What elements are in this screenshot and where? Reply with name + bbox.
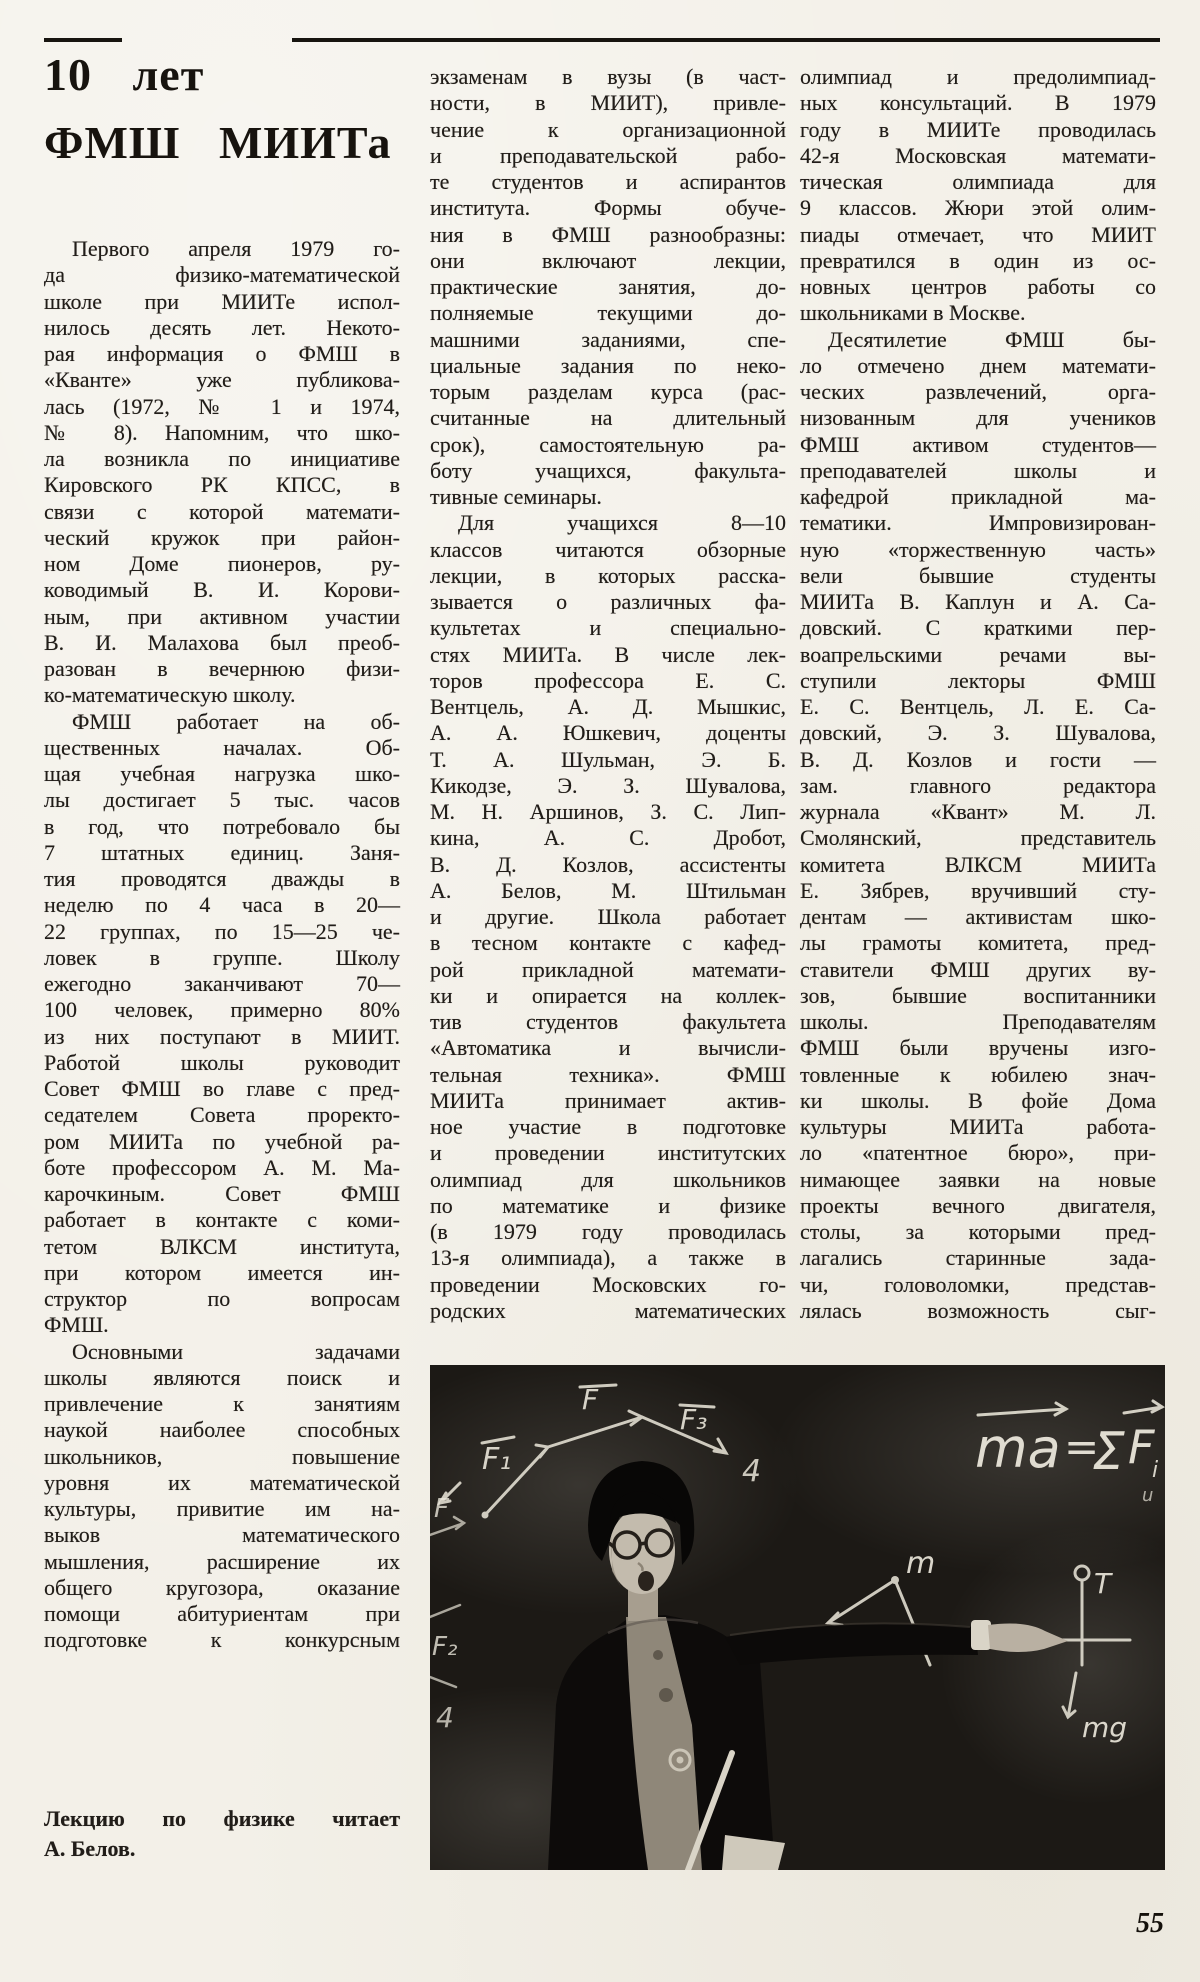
- text-line: тическая олимпиада для: [800, 169, 1156, 194]
- text-line: в год, что потребовало бы: [44, 813, 400, 839]
- text-line: А. А. Юшкевич, доценты: [430, 720, 786, 746]
- text-line: торым разделам курса (рас-: [430, 379, 786, 404]
- text-line: Е. С. Вентцель, Л. Е. Са-: [800, 694, 1156, 719]
- shirt-paisley-center: [677, 1757, 684, 1764]
- text-line: школе при МИИТе испол-: [44, 288, 400, 314]
- text-line: считанные на длительный: [430, 405, 786, 431]
- text-line: Смолянский, представитель: [800, 825, 1156, 851]
- text-line: ки и опирается на коллек-: [430, 982, 786, 1008]
- text-line: ных консультаций. В 1979: [800, 90, 1156, 116]
- text-line: тивные семинары.: [430, 484, 602, 509]
- text-line: дентам — активистам шко-: [800, 904, 1156, 929]
- text-line: в тесном контакте с кафед-: [430, 930, 786, 956]
- chalk-formula-subscript: i: [1152, 1458, 1159, 1483]
- text-line: столы, за которыми пред-: [800, 1219, 1156, 1244]
- text-line: олимпиад и предолимпиад-: [800, 64, 1156, 89]
- text-line: низованным для учеников: [800, 405, 1156, 431]
- text-line: ступили лекторы ФМШ: [800, 667, 1156, 693]
- text-line: циальные задания по неко-: [430, 352, 786, 378]
- text-line: структор по вопросам: [44, 1286, 400, 1311]
- text-line: чи, головоломки, представ-: [800, 1271, 1156, 1297]
- shirt-pattern-dot: [653, 1650, 663, 1660]
- text-line: В. Д. Козлов, ассистенты: [430, 851, 786, 877]
- text-line: ководимый В. И. Корови-: [44, 577, 400, 603]
- text-column-3: [800, 64, 1156, 1324]
- chalk-formula-index: u: [1142, 1485, 1154, 1506]
- text-line: нимающее заявки на новые: [800, 1166, 1156, 1192]
- text-line: ном Доме пионеров, ру-: [44, 551, 400, 576]
- text-line: лекции, в которых расска-: [430, 562, 786, 588]
- text-line: стях МИИТа. В числе лек-: [430, 641, 786, 667]
- text-line: лагались старинные зада-: [800, 1245, 1156, 1271]
- text-line: культуры, привитие им на-: [44, 1496, 400, 1521]
- text-line: (в 1979 году проводилась: [430, 1219, 786, 1244]
- chalk-label-m: m: [906, 1546, 936, 1581]
- text-line: пиады отмечает, что МИИТ: [800, 221, 1156, 247]
- text-line: и проведении институтских: [430, 1140, 786, 1166]
- text-line: В. И. Малахова был преоб-: [44, 629, 400, 655]
- top-rule-left-segment: [44, 38, 122, 42]
- text-line: и другие. Школа работает: [430, 904, 786, 929]
- chalk-label-f-top: F: [582, 1383, 599, 1416]
- article-title-line2: ФМШ МИИТа: [44, 117, 392, 168]
- text-line: подготовке к конкурсным: [44, 1627, 400, 1653]
- text-line: А. Белов, М. Штильман: [430, 877, 786, 903]
- text-line: 13-я олимпиада), а также в: [430, 1245, 786, 1271]
- top-rule-right-segment: [292, 38, 1160, 42]
- text-line: проведении Московских го-: [430, 1271, 786, 1297]
- text-line: Первого апреля 1979 го-: [72, 236, 400, 261]
- text-line: выков математического: [44, 1522, 400, 1548]
- text-line: школьников, повышение: [44, 1443, 400, 1469]
- lecture-photo: [430, 1365, 1165, 1870]
- text-line: кафедрой прикладной ма-: [800, 484, 1156, 509]
- text-line: классов читаются обзорные: [430, 536, 786, 562]
- text-line: зывается о различных фа-: [430, 589, 786, 614]
- caption-line-2: А. Белов.: [44, 1836, 136, 1861]
- text-line: «Автоматика и вычисли-: [430, 1035, 786, 1061]
- caption-line-1: Лекцию по физике читает: [44, 1806, 400, 1831]
- text-line: олимпиад для школьников: [430, 1166, 786, 1192]
- text-line: зов, бывшие воспитанники: [800, 982, 1156, 1008]
- text-line: чение к организационной: [430, 116, 786, 142]
- text-line: тематики. Импровизирован-: [800, 510, 1156, 536]
- shirt-pattern-dot: [659, 1688, 673, 1702]
- text-line: ром МИИТа по учебной ра-: [44, 1128, 400, 1154]
- text-line: культуры МИИТа работа-: [800, 1114, 1156, 1139]
- text-column-2: [430, 64, 786, 1324]
- text-line: тив студентов факультета: [430, 1009, 786, 1034]
- text-line: кина, А. С. Дробот,: [430, 825, 786, 851]
- chalk-label-4: 4: [742, 1454, 762, 1489]
- text-line: Основными задачами: [72, 1338, 400, 1364]
- text-line: ФМШ были вручены изго-: [800, 1035, 1156, 1061]
- text-line: проекты вечного двигателя,: [800, 1192, 1156, 1218]
- text-line: ло «патентное бюро», при-: [800, 1140, 1156, 1166]
- text-line: помощи абитуриентам при: [44, 1601, 400, 1626]
- text-line: ки школы. В фойе Дома: [800, 1087, 1156, 1113]
- text-line: ческих развлечений, орга-: [800, 379, 1156, 404]
- text-line: Десятилетие ФМШ бы-: [828, 326, 1156, 352]
- chalk-formula-eq: =: [1064, 1422, 1100, 1471]
- shirt-cuff: [971, 1620, 991, 1650]
- photo-caption: [44, 1804, 400, 1864]
- text-line: Кировского РК КПСС, в: [44, 472, 400, 498]
- text-line: школы. Преподавателям: [800, 1009, 1156, 1034]
- text-line: работает в контакте с коми-: [44, 1207, 400, 1233]
- text-line: щая учебная нагрузка шко-: [44, 761, 400, 786]
- text-line: МИИТа принимает актив-: [430, 1087, 786, 1113]
- text-line: связи с которой математи-: [44, 498, 400, 524]
- text-line: общего кругозора, оказание: [44, 1574, 400, 1600]
- text-line: комитета ВЛКСМ МИИТа: [800, 851, 1156, 877]
- text-line: 22 группах, по 15—25 че-: [44, 918, 400, 944]
- text-line: уровня их математической: [44, 1469, 400, 1495]
- text-line: воапрельскими речами вы-: [800, 641, 1156, 667]
- text-line: ную «торжественную часть»: [800, 536, 1156, 562]
- text-line: торов профессора Е. С.: [430, 667, 786, 693]
- text-line: В. Д. Козлов и гости —: [800, 746, 1156, 772]
- chalk-formula-ma: ma: [975, 1417, 1061, 1480]
- text-line: товленные к юбилею знач-: [800, 1061, 1156, 1087]
- text-line: наукой наиболее способных: [44, 1417, 400, 1443]
- text-line: Кикодзе, Э. З. Шувалова,: [430, 772, 786, 798]
- article-title-line1: 10 лет: [44, 49, 205, 100]
- text-line: М. Н. Аршинов, З. С. Лип-: [430, 799, 786, 824]
- text-line: карочкиным. Совет ФМШ: [44, 1181, 400, 1206]
- text-line: лась (1972, № 1 и 1974,: [44, 393, 400, 419]
- text-line: те студентов и аспирантов: [430, 169, 786, 194]
- text-line: 100 человек, примерно 80%: [44, 997, 400, 1023]
- text-line: боте профессором А. М. Ма-: [44, 1154, 400, 1180]
- text-line: 7 штатных единиц. Заня-: [44, 839, 400, 865]
- text-line: лялась возможность сыг-: [800, 1297, 1156, 1323]
- text-line: журнала «Квант» М. Л.: [800, 799, 1156, 824]
- chalk-label-f1: F₁: [482, 1442, 512, 1477]
- text-line: ло отмечено днем математи-: [800, 352, 1156, 378]
- open-mouth: [638, 1571, 654, 1591]
- text-line: при котором имеется ин-: [44, 1259, 400, 1285]
- text-line: № 8). Напомним, что шко-: [44, 419, 400, 445]
- text-line: ности, в МИИТ), привле-: [430, 90, 786, 116]
- text-line: да физико-математической: [44, 262, 400, 288]
- text-line: из них поступают в МИИТ.: [44, 1023, 400, 1049]
- text-line: тельная техника». ФМШ: [430, 1061, 786, 1087]
- text-line: Для учащихся 8—10: [458, 510, 786, 536]
- text-line: машними заданиями, спе-: [430, 326, 786, 352]
- text-line: тия проводятся дважды в: [44, 866, 400, 891]
- text-line: ла возникла по инициативе: [44, 446, 400, 471]
- text-line: ставители ФМШ других ву-: [800, 956, 1156, 982]
- text-line: института. Формы обуче-: [430, 195, 786, 221]
- text-line: ФМШ активом студентов—: [800, 431, 1156, 457]
- text-line: 42-я Московская математи-: [800, 142, 1156, 168]
- text-line: Т. А. Шульман, Э. Б.: [430, 746, 786, 772]
- text-line: преподавателей школы и: [800, 457, 1156, 483]
- text-line: тетом ВЛКСМ института,: [44, 1233, 400, 1259]
- text-line: МИИТа В. Каплун и А. Са-: [800, 589, 1156, 614]
- text-line: ным, при активном участии: [44, 603, 400, 629]
- text-line: нилось десять лет. Некото-: [44, 314, 400, 340]
- text-line: превратился в один из ос-: [800, 247, 1156, 273]
- text-line: разован в вечернюю физи-: [44, 656, 400, 681]
- text-line: году в МИИТе проводилась: [800, 116, 1156, 142]
- text-line: ния в ФМШ разнообразны:: [430, 221, 786, 247]
- text-line: ческий кружок при район-: [44, 524, 400, 550]
- text-line: неделю по 4 часа в 20—: [44, 892, 400, 918]
- text-column-1: [44, 236, 400, 1654]
- text-line: практические занятия, до-: [430, 274, 786, 299]
- text-line: родских математических: [430, 1297, 786, 1323]
- text-line: «Кванте» уже публикова-: [44, 367, 400, 393]
- text-line: вели бывшие студенты: [800, 562, 1156, 588]
- text-line: школьниками в Москве.: [800, 300, 1026, 326]
- text-line: рой прикладной математи-: [430, 956, 786, 982]
- text-line: новных центров работы со: [800, 274, 1156, 299]
- text-line: 9 классов. Жюри этой олим-: [800, 195, 1156, 221]
- text-line: ное участие в подготовке: [430, 1114, 786, 1139]
- text-line: щественных началах. Об-: [44, 734, 400, 760]
- text-line: седателем Совета проректо-: [44, 1102, 400, 1128]
- text-line: привлечение к занятиям: [44, 1391, 400, 1416]
- chalk-label-edge-f: F: [434, 1494, 449, 1524]
- chalk-formula-F: F: [1128, 1420, 1155, 1474]
- text-line: экзаменам в вузы (в част-: [430, 64, 786, 89]
- text-line: школы являются поиск и: [44, 1364, 400, 1390]
- text-line: и преподавательской рабо-: [430, 142, 786, 168]
- text-line: лы достигает 5 тыс. часов: [44, 787, 400, 813]
- page-number: 55: [1136, 1908, 1164, 1939]
- text-line: ловек в группе. Школу: [44, 944, 400, 970]
- chalk-label-T: T: [1094, 1567, 1112, 1600]
- text-line: полняемые текущими до-: [430, 300, 786, 326]
- text-line: ежегодно заканчивают 70—: [44, 971, 400, 996]
- text-line: лы грамоты комитета, пред-: [800, 930, 1156, 956]
- text-line: срок), самостоятельную ра-: [430, 431, 786, 457]
- text-line: ко-математическую школу.: [44, 682, 296, 708]
- text-line: Совет ФМШ во главе с пред-: [44, 1076, 400, 1101]
- chalk-formula-sigma: Σ: [1092, 1422, 1125, 1482]
- photo-svg: [430, 1365, 1165, 1870]
- text-line: боту учащихся, факульта-: [430, 457, 786, 483]
- text-line: ФМШ работает на об-: [72, 708, 400, 734]
- text-line: мышления, расширение их: [44, 1548, 400, 1574]
- chalk-label-mg: mg: [1082, 1711, 1128, 1744]
- text-line: ФМШ.: [44, 1312, 109, 1338]
- chalk-label-f3: F₃: [680, 1403, 708, 1436]
- text-line: культетах и специально-: [430, 615, 786, 641]
- text-line: зам. главного редактора: [800, 772, 1156, 798]
- text-line: Работой школы руководит: [44, 1049, 400, 1075]
- chalk-label-edge-f2: F₂: [432, 1632, 458, 1662]
- text-line: по математике и физике: [430, 1192, 786, 1218]
- text-line: Вентцель, А. Д. Мышкис,: [430, 694, 786, 719]
- text-line: довский. С краткими пер-: [800, 615, 1156, 641]
- chalk-label-edge-4: 4: [436, 1701, 454, 1734]
- text-line: рая информация о ФМШ в: [44, 341, 400, 366]
- text-line: они включают лекции,: [430, 247, 786, 273]
- text-line: Е. Зябрев, вручивший сту-: [800, 877, 1156, 903]
- text-line: довский, Э. З. Шувалова,: [800, 720, 1156, 746]
